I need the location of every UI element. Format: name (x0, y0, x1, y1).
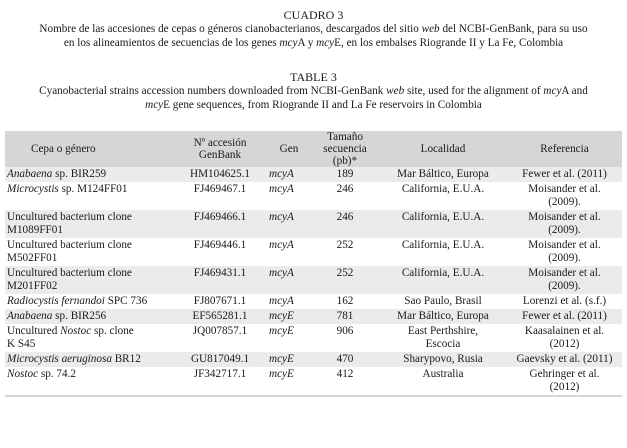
accession-table-wrapper (5, 131, 622, 397)
cepa-strain-text: sp. M124FF01 (58, 183, 128, 195)
cell-cepa (5, 167, 173, 182)
header-gen (267, 131, 311, 167)
caption-spanish-text-2: en los alineamientos de secuencias de los genes mcyA y mcyE, en los embalses Riogrande II y La Fe, Colombia (63, 37, 564, 49)
referencia-text-1: Lorenzi et al. (s.f.) (522, 295, 607, 307)
header-cepa (5, 131, 173, 167)
cell-cepa (5, 324, 173, 352)
cell-tamano (311, 352, 379, 367)
cell-referencia (507, 167, 622, 182)
cell-referencia (507, 352, 622, 367)
gen-text: mcyE (269, 353, 294, 365)
header-accesion (173, 131, 267, 167)
cell-referencia (507, 324, 622, 352)
cepa-strain-text: sp. BIR259 (52, 168, 107, 180)
localidad-text-1: Sao Paulo, Brasil (404, 295, 482, 307)
cell-accesion (173, 324, 267, 352)
cell-referencia (507, 266, 622, 294)
gen-text: mcyA (269, 239, 294, 251)
referencia-text-1: Moisander et al. (528, 183, 601, 195)
accesion-text: JQ007857.1 (192, 325, 248, 337)
tamano-text: 252 (336, 267, 354, 279)
caption-spanish-line-1 (0, 22, 627, 36)
caption-spanish-line-2 (0, 36, 627, 50)
cepa-strain-text: Uncultured bacterium clone (7, 267, 132, 279)
cepa-strain-text: sp. clone (91, 325, 134, 337)
cepa-strain-text: sp. 74.2 (38, 368, 76, 380)
referencia-text-2: (2009). (548, 252, 581, 264)
referencia-text-1: Fewer et al. (2011) (522, 310, 607, 322)
cell-cepa (5, 238, 173, 266)
gen-text: mcyA (269, 211, 294, 223)
tamano-text: 906 (336, 325, 354, 337)
gen-text: mcyA (269, 295, 294, 307)
cell-tamano (311, 294, 379, 309)
cell-cepa (5, 309, 173, 324)
cell-accesion (173, 309, 267, 324)
referencia-text-1: Gehringer et al. (529, 368, 600, 380)
cell-gen (267, 324, 311, 352)
gen-text: mcyA (269, 168, 294, 180)
tamano-text: 252 (336, 239, 354, 251)
localidad-text-1: California, E.U.A. (401, 183, 485, 195)
cell-localidad (379, 294, 507, 309)
header-cepa-text: Cepa o género (31, 143, 96, 155)
referencia-text-2: (2012) (549, 381, 580, 393)
header-tamano (311, 131, 379, 167)
accesion-text: FJ469467.1 (193, 183, 247, 195)
cell-cepa (5, 210, 173, 238)
localidad-text-1: Australia (422, 368, 464, 380)
cepa-genus-text: Anabaena (7, 310, 53, 322)
cell-localidad (379, 238, 507, 266)
cell-tamano (311, 182, 379, 210)
table-row (5, 182, 622, 210)
cell-localidad (379, 309, 507, 324)
referencia-text-2: (2012) (549, 338, 580, 350)
accesion-text: JF342717.1 (193, 368, 247, 380)
header-accesion-text-2: GenBank (198, 149, 242, 161)
referencia-text-2: (2009). (548, 280, 581, 292)
referencia-text-2: (2009). (548, 224, 581, 236)
cell-tamano (311, 167, 379, 182)
caption-english-line-2 (0, 98, 627, 112)
accesion-text: FJ469431.1 (193, 267, 247, 279)
cepa-genus-text: Microcystis aeruginosa (7, 353, 112, 365)
cell-gen (267, 182, 311, 210)
cell-accesion (173, 167, 267, 182)
header-localidad (379, 131, 507, 167)
cell-localidad (379, 167, 507, 182)
header-accesion-text-1: Nº accesión (193, 137, 247, 149)
cell-accesion (173, 294, 267, 309)
table-row (5, 238, 622, 266)
table-header-row (5, 131, 622, 167)
cepa-genus-text: Radiocystis fernandoi (7, 295, 105, 307)
cepa-prefix-text: Uncultured (7, 325, 61, 337)
referencia-text-1: Gaevsky et al. (2011) (516, 353, 613, 365)
cell-tamano (311, 309, 379, 324)
cell-tamano (311, 210, 379, 238)
cepa-strain-text: BR12 (111, 353, 141, 365)
cell-cepa (5, 367, 173, 395)
table-row (5, 367, 622, 395)
cepa-strain-text: Uncultured bacterium clone (7, 211, 132, 223)
cepa-strain-text: sp. BIR256 (52, 310, 107, 322)
cell-gen (267, 210, 311, 238)
cell-referencia (507, 294, 622, 309)
cell-tamano (311, 266, 379, 294)
cell-localidad (379, 367, 507, 395)
cell-localidad (379, 324, 507, 352)
cell-accesion (173, 352, 267, 367)
header-referencia (507, 131, 622, 167)
gen-text: mcyE (269, 310, 294, 322)
caption-spanish-text-1: Nombre de las accesiones de cepas o géneros cianobacterianos, descargados del sitio web del NCBI-GenBank, para su uso (39, 23, 588, 35)
header-gen-text: Gen (279, 143, 299, 155)
accesion-text: FJ807671.1 (193, 295, 247, 307)
cepa-clone-text: M201FF02 (7, 280, 58, 292)
cell-gen (267, 238, 311, 266)
cell-tamano (311, 238, 379, 266)
cell-gen (267, 352, 311, 367)
referencia-text-1: Moisander et al. (528, 267, 601, 279)
table-row (5, 352, 622, 367)
cepa-clone-text: M1089FF01 (7, 224, 63, 236)
localidad-text-1: California, E.U.A. (401, 211, 485, 223)
caption-spanish (0, 8, 627, 50)
table-row (5, 167, 622, 182)
localidad-text-1: California, E.U.A. (401, 239, 485, 251)
tamano-text: 162 (336, 295, 354, 307)
header-tamano-text-2: secuencia (pb)* (323, 143, 367, 167)
gen-text: mcyA (269, 267, 294, 279)
cepa-genus-text: Anabaena (7, 168, 53, 180)
cell-gen (267, 167, 311, 182)
localidad-text-1: Mar Báltico, Europa (397, 310, 489, 322)
table-row (5, 324, 622, 352)
cell-cepa (5, 182, 173, 210)
accesion-text: FJ469466.1 (193, 211, 247, 223)
cell-cepa (5, 352, 173, 367)
referencia-text-1: Fewer et al. (2011) (522, 168, 607, 180)
localidad-text-2: Escocia (425, 338, 461, 350)
tamano-text: 470 (336, 353, 354, 365)
table-row (5, 294, 622, 309)
table-row (5, 266, 622, 294)
header-localidad-text: Localidad (420, 143, 466, 155)
tamano-text: 189 (336, 168, 354, 180)
caption-english-title: TABLE 3 (290, 70, 337, 84)
cell-tamano (311, 324, 379, 352)
cepa-clone-text: K S45 (7, 338, 36, 350)
cepa-genus-text: Nostoc (60, 325, 92, 337)
cepa-strain-text: SPC 736 (104, 295, 148, 307)
gen-text: mcyE (269, 325, 294, 337)
accesion-text: HM104625.1 (190, 168, 250, 180)
cell-cepa (5, 294, 173, 309)
accesion-text: EF565281.1 (192, 310, 248, 322)
cell-localidad (379, 352, 507, 367)
localidad-text-1: Sharypovo, Rusia (403, 353, 483, 365)
caption-english-text-1: Cyanobacterial strains accession numbers downloaded from NCBI-GenBank web site, used for the alignment of mcyA and (39, 85, 588, 97)
cepa-genus-text: Nostoc (7, 368, 39, 380)
caption-english-text-2: mcyE gene sequences, from Riogrande II and La Fe reservoirs in Colombia (145, 99, 482, 111)
cell-accesion (173, 367, 267, 395)
cell-localidad (379, 210, 507, 238)
localidad-text-1: Mar Báltico, Europa (397, 168, 489, 180)
cell-gen (267, 309, 311, 324)
cell-gen (267, 294, 311, 309)
table-row (5, 210, 622, 238)
cell-localidad (379, 182, 507, 210)
accession-table (5, 131, 622, 395)
gen-text: mcyA (269, 183, 294, 195)
cell-tamano (311, 367, 379, 395)
cell-accesion (173, 210, 267, 238)
gen-text: mcyE (269, 368, 294, 380)
cell-referencia (507, 210, 622, 238)
cell-accesion (173, 266, 267, 294)
caption-spanish-title: CUADRO 3 (283, 8, 344, 22)
cell-referencia (507, 309, 622, 324)
cell-gen (267, 367, 311, 395)
cepa-genus-text: Microcystis (7, 183, 59, 195)
cell-gen (267, 266, 311, 294)
accesion-text: GU817049.1 (190, 353, 250, 365)
tamano-text: 781 (336, 310, 354, 322)
tamano-text: 246 (336, 183, 354, 195)
cell-localidad (379, 266, 507, 294)
caption-english (0, 70, 627, 112)
localidad-text-1: East Perthshire, (407, 325, 479, 337)
caption-english-line-1 (0, 84, 627, 98)
header-tamano-text-1: Tamaño (327, 131, 363, 143)
cell-cepa (5, 266, 173, 294)
tamano-text: 412 (336, 368, 354, 380)
header-referencia-text: Referencia (540, 143, 589, 155)
cell-referencia (507, 367, 622, 395)
cepa-strain-text: Uncultured bacterium clone (7, 239, 132, 251)
referencia-text-1: Moisander et al. (528, 239, 601, 251)
tamano-text: 246 (336, 211, 354, 223)
table-bottom-rule (5, 395, 622, 397)
cepa-clone-text: M502FF01 (7, 252, 58, 264)
cell-accesion (173, 182, 267, 210)
referencia-text-1: Moisander et al. (528, 211, 601, 223)
referencia-text-1: Kaasalainen et al. (524, 325, 605, 337)
cell-accesion (173, 238, 267, 266)
cell-referencia (507, 238, 622, 266)
cell-referencia (507, 182, 622, 210)
accesion-text: FJ469446.1 (193, 239, 247, 251)
table-row (5, 309, 622, 324)
referencia-text-2: (2009). (548, 196, 581, 208)
localidad-text-1: California, E.U.A. (401, 267, 485, 279)
table-body (5, 167, 622, 395)
